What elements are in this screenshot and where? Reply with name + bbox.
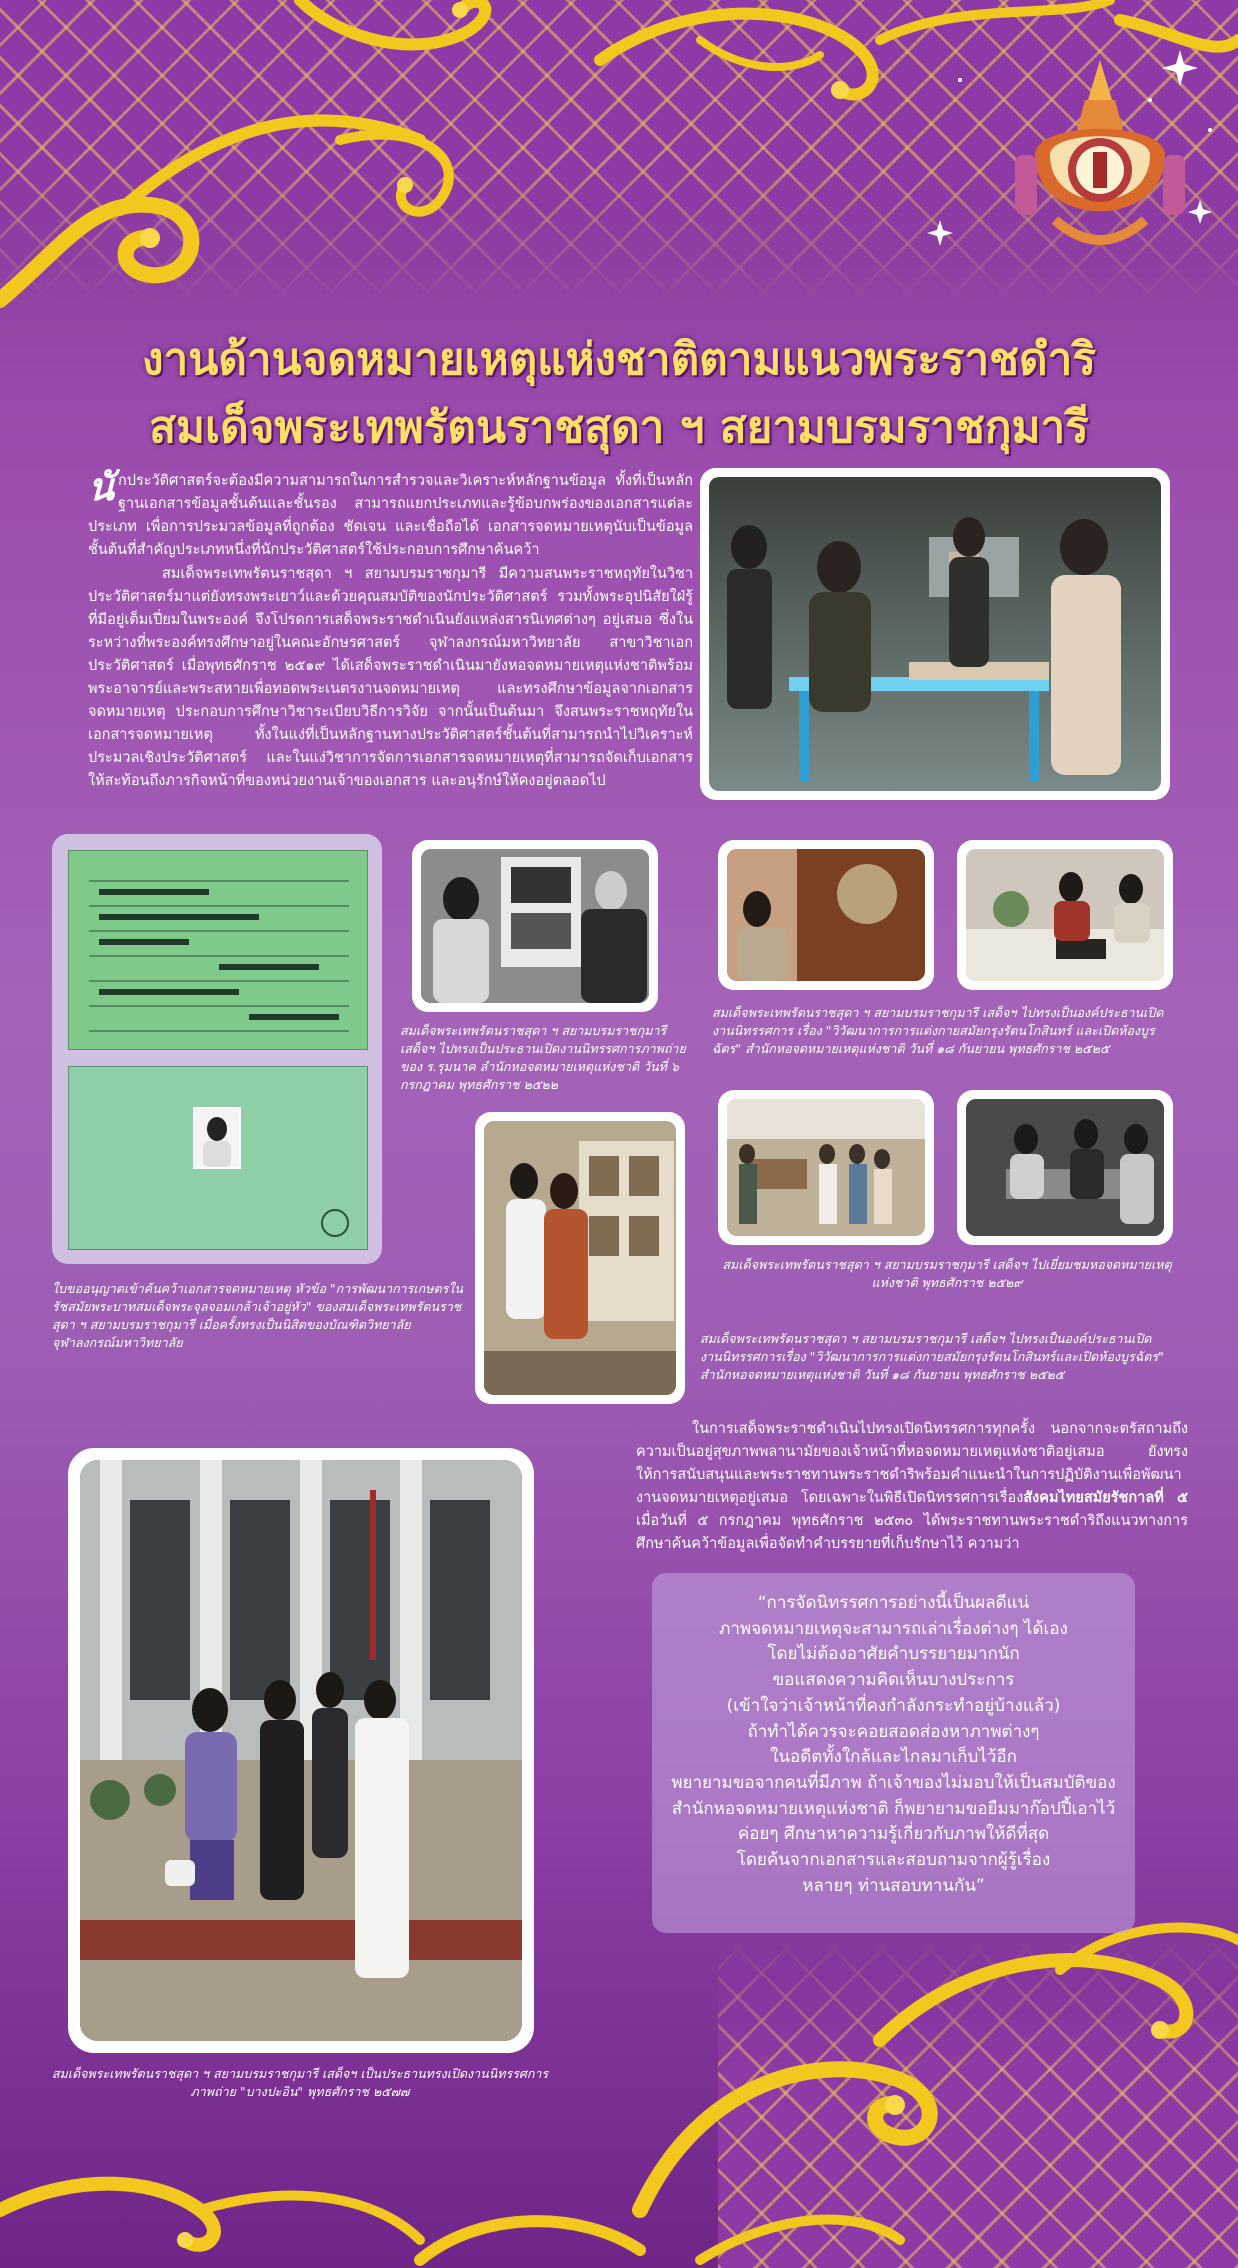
caption-opening-1: สมเด็จพระเทพรัตนราชสุดา ฯ สยามบรมราชกุมารี เสด็จฯ ไปทรงเป็นประธานเปิดงานนิทรรศการภาพถ่ายของ ร.รุมนาค ลำนักหอจดหมายเหตุแห่งชาติ วันที่ ๖ กรกฎาคม พุทธศักราช ๒๕๒๒ <box>400 1023 686 1092</box>
student-id-photo <box>193 1107 241 1169</box>
document-panel <box>52 834 382 1264</box>
photo-seated-meeting <box>957 840 1173 990</box>
quote-line: “การจัดนิทรรศการอย่างนี้เป็นผลดีแน่ <box>757 1593 1030 1613</box>
photo-visit-reading-room <box>718 1090 934 1245</box>
stamp-seal <box>321 1209 349 1237</box>
paragraph-3 <box>636 1418 1188 1556</box>
photo-scene-archive <box>709 477 1161 791</box>
caption-visit: สมเด็จพระเทพรัตนราชสุดา ฯ สยามบรมราชกุมารี เสด็จฯ ไปเยี่ยมชมหอจดหมายเหตุแห่งชาติ พุทธศักราช ๒๕๒๙ <box>722 1257 1172 1290</box>
quote-line: พยายามขอจากคนที่มีภาพ ถ้าเจ้าของไม่มอบให้เป็นสมบัติของ <box>671 1772 1116 1793</box>
caption-document: ใบขออนุญาตเข้าค้นคว้าเอกสารจดหมายเหตุ หัวข้อ "การพัฒนาการเกษตรใน รัชสมัยพระบาทสมเด็จพระจุลจอมเกล้าเจ้าอยู่หัว" ของสมเด็จพระเทพรัตนราชสุดา ฯ สยามบรมราชกุมารี เมื่อครั้งทรงเป็นนิสิตของบัณฑิตวิทยาลัยจุฬาลงกรณ์มหาวิทยาลัย <box>52 1281 463 1350</box>
photo-princess-inspecting-archive <box>700 468 1170 800</box>
caption-opening-2: สมเด็จพระเทพรัตนราชสุดา ฯ สยามบรมราชกุมารี เสด็จฯ ไปทรงเป็นองค์ประธานเปิดงานนิทรรศการ เรื่อง "วิวัฒนาการการแต่งกายสมัยกรุงรัตนโกสินทร์ และเปิดห้องบูรฉัตร" สำนักหอจดหมายเหตุแห่งชาติ วันที่ ๑๘ กันยายน พุทธศักราช ๒๕๒๕ <box>712 1005 1164 1056</box>
photo-exhibition-panels <box>475 1112 685 1404</box>
document-lines <box>69 851 367 1049</box>
paragraph-2: สมเด็จพระเทพรัตนราชสุดา ฯ สยามบรมราชกุมารี มีความสนพระราชหฤทัยในวิชาประวัติศาสตร์มาแต่ยังทรงพระเยาว์และด้วยคุณสมบัติของนักประวัติศาสตร์ รวมทั้งพระอุปนิสัยใฝ่รู้ที่มีอยู่เต็มเปี่ยมในพระองค์ จึงโปรดการเสด็จพระราชดำเนินยังแหล่งสารนิเทศต่างๆ อยู่เสมอ ซึ่งในระหว่างที่พระองค์ทรงศึกษาอยู่ในคณะอักษรศาสตร์ จุฬาลงกรณ์มหาวิทยาลัย สาขาวิชาเอกประวัติศาสตร์ เมื่อพุทธศักราช ๒๕๑๙ ได้เสด็จพระราชดำเนินมายังหอจดหมายเหตุแห่งชาติพร้อมพระอาจารย์และพระสหายเพื่อทอดพระเนตรงานจดหมายเหตุ และทรงศึกษาข้อมูลจากเอกสารจดหมายเหตุ ประกอบการศึกษาวิชาระเบียบวิธีการวิจัย จากนั้นเป็นต้นมา จึงสนพระราชหฤทัยในเอกสารจดหมายเหตุ ทั้งในแง่ที่เป็นหลักฐานทางประวัติศาสตร์ชั้นต้นที่สามารถนำไปวิเคราะห์ประมวลเชิงประวัติศาสตร์ และในแง่วิชาการจัดการเอกสารจดหมายเหตุที่สามารถจัดเก็บเอกสาร ให้สะท้อนถึงภารกิจหน้าที่ของหน่วยงานเจ้าของเอกสาร และอนุรักษ์ให้คงอยู่ตลอดไป <box>88 566 693 789</box>
caption-opening-3: สมเด็จพระเทพรัตนราชสุดา ฯ สยามบรมราชกุมารี เสด็จฯ ไปทรงเป็นองค์ประธานเปิดงานนิทรรศการเรื่อง "วิวัฒนาการการแต่งกายสมัยกรุงรัตนโกสินทร์และเปิดห้องบูรฉัตร" สำนักหอจดหมายเหตุแห่งชาติ วันที่ ๑๘ กันยายน พุทธศักราช ๒๕๒๕ <box>700 1331 1164 1382</box>
quote-line: ภาพจดหมายเหตุจะสามารถเล่าเรื่องต่างๆ ได้เอง <box>719 1618 1068 1639</box>
quote-line: (เข้าใจว่าเจ้าหน้าที่คงกำลังกระทำอยู่บ้างแล้ว) <box>726 1695 1061 1716</box>
paragraph-3-tail: เมื่อวันที่ ๕ กรกฎาคม พุทธศักราช ๒๕๓๐ ได้พระราชทานพระราชดำริถึงแนวทางการศึกษาค้นคว้าข้อมูลเพื่อจัดทำคำบรรยายที่เก็บรักษาไว้ ความว่า <box>636 1513 1188 1552</box>
quote-line: โดยไม่ต้องอาศัยคำบรรยายมากนัก <box>767 1644 1020 1665</box>
photo-opening-door <box>718 840 934 990</box>
quote-line: หลายๆ ท่านสอบทานกัน” <box>802 1875 985 1896</box>
dropcap: นั <box>88 465 114 509</box>
photo-bangpain-opening <box>68 1448 534 2053</box>
quote-line: โดยค้นจากเอกสารและสอบถามจากผู้รู้เรื่อง <box>736 1850 1051 1871</box>
photo-visit-desk-bw <box>957 1090 1173 1245</box>
intro-paragraph <box>88 465 693 562</box>
quote-line: ถ้าทำได้ควรจะคอยสอดส่องหาภาพต่างๆ <box>747 1721 1040 1742</box>
permit-document-green <box>68 850 368 1050</box>
title-line-2: สมเด็จพระเทพรัตนราชสุดา ฯ สยามบรมราชกุมารี <box>149 402 1089 453</box>
quote-line: ค่อยๆ ศึกษาหาความรู้เกี่ยวกับภาพให้ดีที่สุด <box>737 1824 1050 1845</box>
royal-emblem-logo <box>1015 60 1185 270</box>
photo-viewing-exhibition-1979 <box>412 840 658 1012</box>
title-line-1: งานด้านจดหมายเหตุแห่งชาติตามแนวพระราชดำริ <box>142 334 1096 385</box>
quote-line: ในอดีตทั้งใกล้และไกลมาเก็บไว้อีก <box>770 1747 1017 1768</box>
quote-line: สำนักหอจดหมายเหตุแห่งชาติ ก็พยายามขอยืมมาก๊อปปี้เอาไว้ <box>671 1798 1116 1819</box>
paragraph-3-text: ในการเสด็จพระราชดำเนินไปทรงเปิดนิทรรศการทุกครั้ง นอกจากจะตรัสถามถึงความเป็นอยู่สุขภาพพลานามัยของเจ้าหน้าที่หอจดหมายเหตุแห่งชาติอยู่เสมอ ยังทรงให้การสนับสนุนและพระราชทานพระราชดำริพร้อมคำแนะนำในการปฏิบัติงานเพื่อพัฒนางานจดหมายเหตุอยู่เสมอ โดยเฉพาะในพิธีเปิดนิทรรศการเรื่อง <box>636 1421 1188 1506</box>
royal-quote-box <box>652 1573 1135 1933</box>
quote-line: ขอแสดงความคิดเห็นบางประการ <box>772 1670 1015 1691</box>
caption-bangpain: สมเด็จพระเทพรัตนราชสุดา ฯ สยามบรมราชกุมารี เสด็จฯ เป็นประธานทรงเปิดงานนิทรรศการภาพถ่าย "บางปะอิน" พุทธศักราช ๒๕๗๗ <box>51 2066 549 2099</box>
paragraph-3-bold: สังคมไทยสมัยรัชกาลที่ ๕ <box>1023 1490 1188 1506</box>
permit-document-back <box>68 1066 368 1250</box>
intro-text: กประวัติศาสตร์จะต้องมีความสามารถในการสำรวจและวิเคราะห์หลักฐานข้อมูล ทั้งที่เป็นหลักฐานเอกสารข้อมูลชั้นต้นและชั้นรอง สามารถแยกประเภทและรู้ข้อบกพร่องของเอกสารแต่ละประเภท เพื่อการประมวลข้อมูลที่ถูกต้อง ชัดเจน และเชื่อถือได้ เอกสารจดหมายเหตุนับเป็นข้อมูลชั้นต้นที่สำคัญประเภทหนึ่งที่นักประวัติศาสตร์ใช้ประกอบการศึกษาค้นคว้า <box>88 473 693 558</box>
